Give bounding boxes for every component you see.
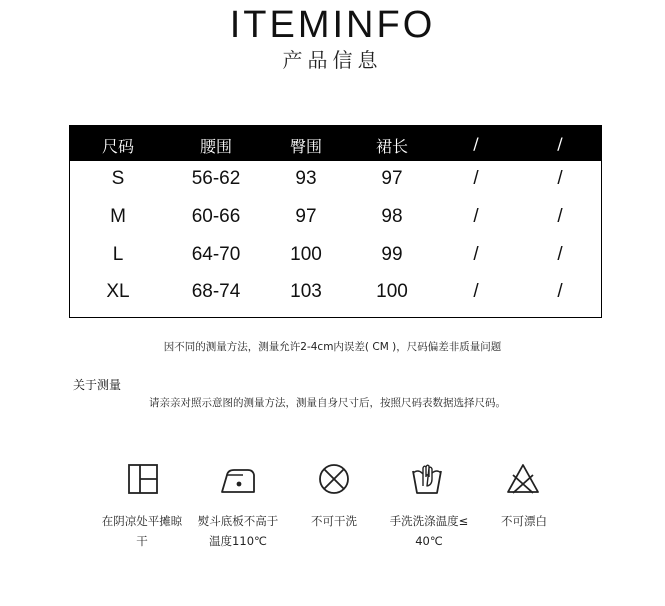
table-cell: / [473,244,479,265]
no-bleach-icon [506,462,540,496]
table-cell: L [112,244,124,265]
table-cell: 98 [381,206,403,227]
table-cell: 60-66 [191,206,241,227]
hand-wash-icon [410,462,444,496]
care-label-no-bleach: 不可漂白 [501,514,547,528]
header-cell-empty: / [473,134,479,153]
table-cell: / [557,168,563,189]
table-row [70,281,601,319]
table-row [70,168,601,206]
table-cell: / [557,244,563,265]
header-cell-size: 尺码 [101,137,134,156]
header-cell-hip: 臀围 [289,137,322,156]
table-cell: 68-74 [191,281,241,302]
table-header [70,126,601,161]
care-label-hand-wash: 手洗洗涤温度≤ 40℃ [389,514,469,548]
measure-instructions: 请亲亲对照示意图的测量方法，测量自身尺寸后，按照尺码表数据选择尺码。 [149,397,506,409]
table-cell: 99 [381,244,403,265]
table-cell: / [557,281,563,302]
table-row [70,206,601,244]
table-cell: 64-70 [191,244,241,265]
table-cell: 100 [376,281,408,302]
page-subtitle: 产品信息 [282,48,383,72]
dry-flat-shade-icon [126,462,160,496]
table-row [70,244,601,282]
header-cell-length: 裙长 [375,137,408,156]
table-cell: / [473,281,479,302]
table-cell: 93 [295,168,317,189]
header-cell-waist: 腰围 [199,137,232,156]
table-cell: 100 [290,244,322,265]
header-cell-empty: / [557,134,563,153]
care-label-iron: 熨斗底板不高于 温度110℃ [197,514,279,548]
table-cell: 97 [295,206,317,227]
care-label-no-dry-clean: 不可干洗 [311,514,357,528]
table-cell: 103 [290,281,322,302]
measure-section-title: 关于测量 [73,378,122,392]
table-cell: / [473,168,479,189]
table-cell: / [473,206,479,227]
page-title: ITEMINFO [229,4,436,46]
no-dry-clean-icon [317,462,351,496]
table-cell: 56-62 [191,168,241,189]
table-cell: 97 [381,168,403,189]
table-cell: M [110,206,126,227]
measurement-note: 因不同的测量方法，测量允许2-4cm内误差( CM )，尺码偏差非质量问题 [163,341,502,353]
table-cell: / [557,206,563,227]
table-cell: XL [106,281,130,302]
care-label-dry-flat: 在阴凉处平摊晾 干 [101,514,183,548]
size-table [69,125,602,318]
table-cell: S [111,168,125,189]
iron-low-temp-icon [219,462,257,496]
